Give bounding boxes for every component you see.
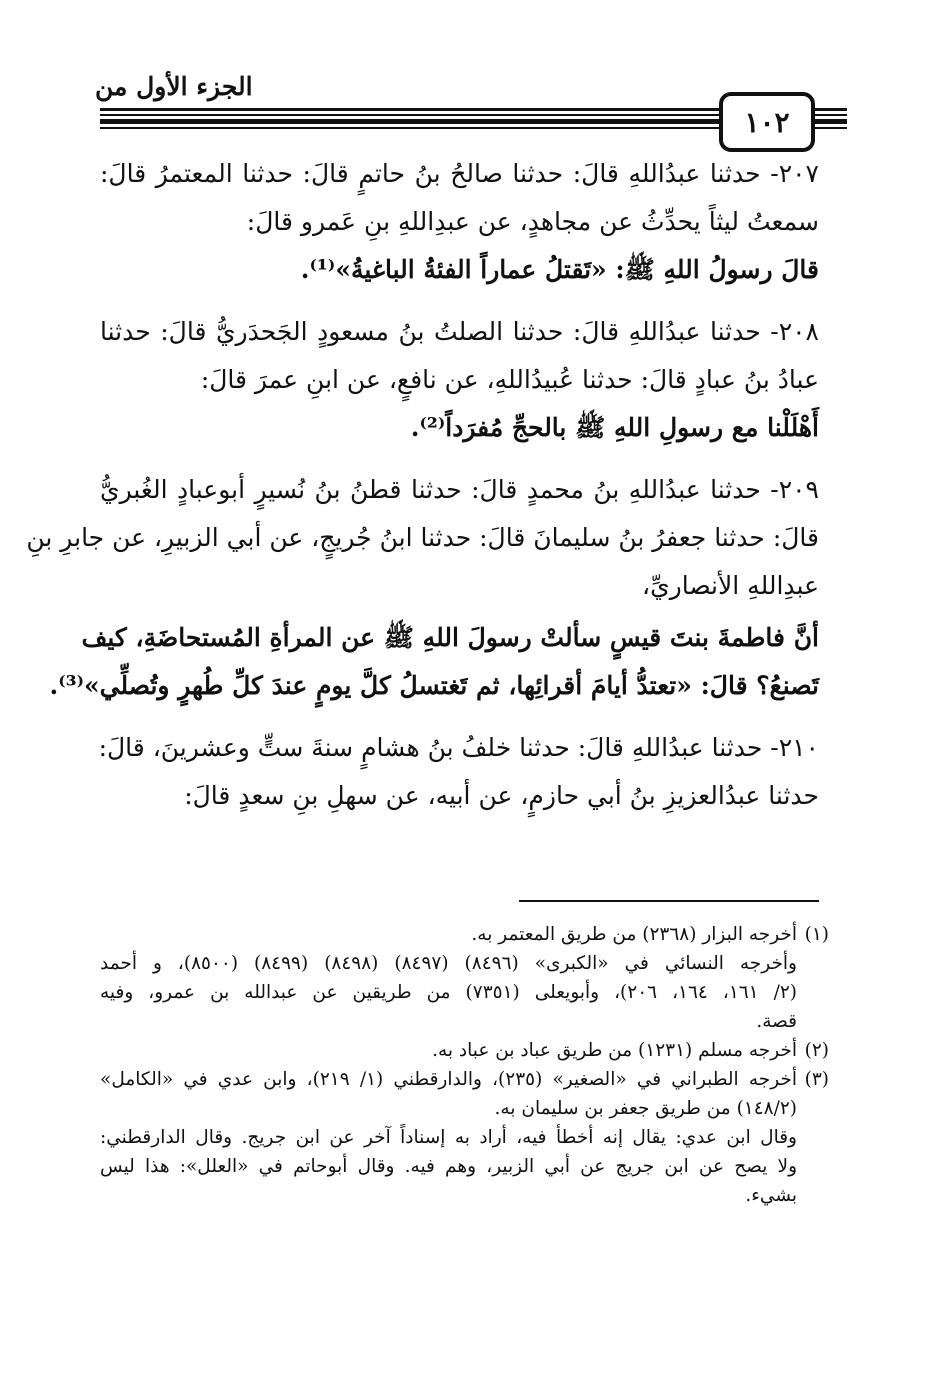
footnote-3 bbox=[100, 1065, 829, 1123]
footnote-line: قصة. bbox=[756, 1011, 797, 1032]
page-number-box bbox=[719, 92, 815, 152]
footnote-line: ولا يصح عن ابن جريج عن أبي الزبير، وهم فيه. وقال أبوحاتم في «العلل»: هذا ليس bbox=[100, 1156, 797, 1177]
footnote-number: (٢) bbox=[804, 1040, 829, 1061]
footnote-number: (١) bbox=[804, 924, 829, 945]
isnad-line: عبادُ بنُ عبادٍ قالَ: حدثنا عُبيدُاللهِ، عن نافعٍ، عن ابنِ عمرَ قالَ: bbox=[200, 365, 819, 394]
hadith-210 bbox=[100, 724, 819, 820]
footnote-line: وقال ابن عدي: يقال إنه أخطأ فيه، أراد به إسناداً آخر عن ابن جريج. وقال الدارقطني: bbox=[100, 1127, 797, 1148]
isnad-line: قالَ: حدثنا جعفرُ بنُ سليمانَ قالَ: حدثنا ابنُ جُريجٍ، عن أبي الزبيرِ، عن جابرِ بنِ bbox=[26, 523, 819, 552]
hadith-208 bbox=[100, 308, 819, 452]
footnote-line: أخرجه البزار (٢٣٦٨) من طريق المعتمر به. bbox=[471, 924, 797, 945]
footnote-line: وأخرجه النسائي في «الكبرى» (٨٤٩٦) (٨٤٩٧) (٨٤٩٨) (٨٤٩٩) (٨٥٠٠)، و أحمد bbox=[100, 953, 797, 974]
footnotes bbox=[100, 920, 829, 1210]
isnad-line: ٢٠٩- حدثنا عبدُاللهِ بنُ محمدٍ قالَ: حدثنا قطنُ بنُ نُسيرٍ أبوعبادٍ الغُبريُّ bbox=[100, 475, 819, 504]
main-text bbox=[26, 150, 819, 820]
hadith-209 bbox=[26, 466, 819, 710]
isnad-line: ٢٠٧- حدثنا عبدُاللهِ قالَ: حدثنا صالحُ بنُ حاتمٍ قالَ: حدثنا المعتمرُ قالَ: bbox=[100, 159, 819, 188]
isnad-line: حدثنا عبدُالعزيزِ بنُ أبي حازمٍ، عن أبيه، عن سهلِ بنِ سعدٍ قالَ: bbox=[184, 781, 819, 810]
isnad-line: ٢١٠- حدثنا عبدُاللهِ قالَ: حدثنا خلفُ بنُ هشامٍ سنةَ ستٍّ وعشرينَ، قالَ: bbox=[98, 733, 819, 762]
page-number: ١٠٢ bbox=[744, 105, 790, 139]
footnote-2 bbox=[100, 1036, 829, 1065]
footnote-1-continued bbox=[100, 949, 829, 1036]
isnad-line: ٢٠٨- حدثنا عبدُاللهِ قالَ: حدثنا الصلتُ بنُ مسعودٍ الجَحدَريُّ قالَ: حدثنا bbox=[100, 317, 819, 346]
footnote-3-continued bbox=[100, 1123, 829, 1210]
footnote-line: (١٤٨/٢) من طريق جعفر بن سليمان به. bbox=[494, 1098, 797, 1119]
page-number-rule bbox=[813, 108, 847, 130]
footnote-1 bbox=[100, 920, 829, 949]
footnote-separator bbox=[519, 900, 819, 902]
footnote-line: (٢/ ١٦١، ١٦٤، ٢٠٦)، وأبويعلى (٧٣٥١) من طريقين عن عبدالله بن عمرو، وفيه bbox=[100, 982, 797, 1003]
matn-line: قالَ رسولُ اللهِ ﷺ: «تَقتلُ عماراً الفئةُ الباغيةُ»⁽¹⁾. bbox=[300, 255, 819, 284]
footnote-line: بشيء. bbox=[745, 1185, 797, 1206]
hadith-207 bbox=[100, 150, 819, 294]
matn-line: تَصنعُ؟ قالَ: «تعتدُّ أيامَ أقرائِها، ثم تَغتسلُ كلَّ يومٍ عندَ كلِّ طُهرٍ وتُصلِّي»⁽³⁾. bbox=[49, 671, 819, 700]
footnote-line: أخرجه الطبراني في «الصغير» (٢٣٥)، والدارقطني (١/ ٢١٩)، وابن عدي في «الكامل» bbox=[100, 1069, 798, 1090]
footnote-line: أخرجه مسلم (١٢٣١) من طريق عباد بن عباد به. bbox=[432, 1040, 797, 1061]
isnad-line: عبدِاللهِ الأنصاريِّ، bbox=[642, 571, 819, 600]
footnote-number: (٣) bbox=[804, 1069, 829, 1090]
header-rule bbox=[100, 108, 819, 130]
matn-line: أنَّ فاطمةَ بنتَ قيسٍ سألتْ رسولَ اللهِ ﷺ عن المرأةِ المُستحاضَةِ، كيف bbox=[81, 623, 819, 652]
isnad-line: سمعتُ ليثاً يحدِّثُ عن مجاهدٍ، عن عبدِاللهِ بنِ عَمرو قالَ: bbox=[246, 207, 819, 236]
matn-line: أَهْلَلْنا مع رسولِ اللهِ ﷺ بالحجِّ مُفرَداً⁽²⁾. bbox=[410, 413, 819, 442]
running-header-title: الجزء الأول من bbox=[95, 72, 253, 101]
